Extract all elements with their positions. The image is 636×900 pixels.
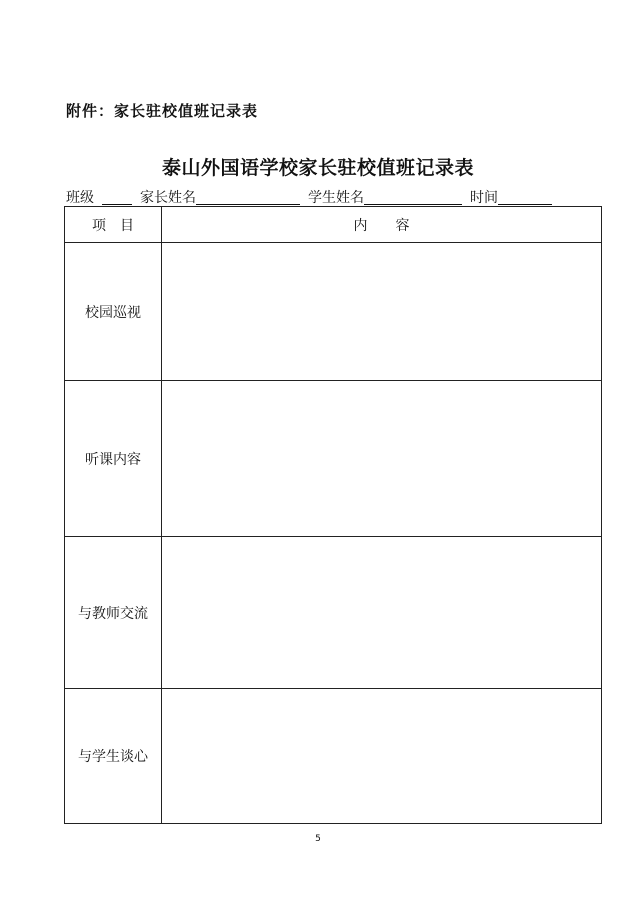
duty-record-table xyxy=(64,206,602,824)
row-content-teacher-exchange[interactable] xyxy=(162,537,602,689)
table-header-row xyxy=(65,207,602,243)
form-fields-line xyxy=(66,187,552,207)
time-blank[interactable] xyxy=(498,190,552,205)
document-title: 泰山外国语学校家长驻校值班记录表 xyxy=(161,157,474,179)
table-row xyxy=(65,243,602,381)
student-name-blank[interactable] xyxy=(364,190,462,205)
row-label-teacher-exchange: 与教师交流 xyxy=(65,537,162,689)
class-blank[interactable] xyxy=(102,190,132,205)
table-row xyxy=(65,537,602,689)
row-content-campus-patrol[interactable] xyxy=(162,243,602,381)
row-label-lecture-content: 听课内容 xyxy=(65,381,162,537)
row-label-student-talk: 与学生谈心 xyxy=(65,689,162,824)
table-row xyxy=(65,381,602,537)
parent-name-label: 家长姓名 xyxy=(140,190,196,206)
time-label: 时间 xyxy=(470,190,498,206)
table-row xyxy=(65,689,602,824)
class-label: 班级 xyxy=(66,190,94,206)
header-content-cell: 内 容 xyxy=(162,207,602,243)
attachment-label: 附件：家长驻校值班记录表 xyxy=(66,102,259,120)
page-number: 5 xyxy=(315,834,321,844)
row-content-lecture-content[interactable] xyxy=(162,381,602,537)
student-name-label: 学生姓名 xyxy=(308,190,364,206)
parent-name-blank[interactable] xyxy=(196,190,300,205)
row-content-student-talk[interactable] xyxy=(162,689,602,824)
row-label-campus-patrol: 校园巡视 xyxy=(65,243,162,381)
header-item-cell: 项 目 xyxy=(65,207,162,243)
